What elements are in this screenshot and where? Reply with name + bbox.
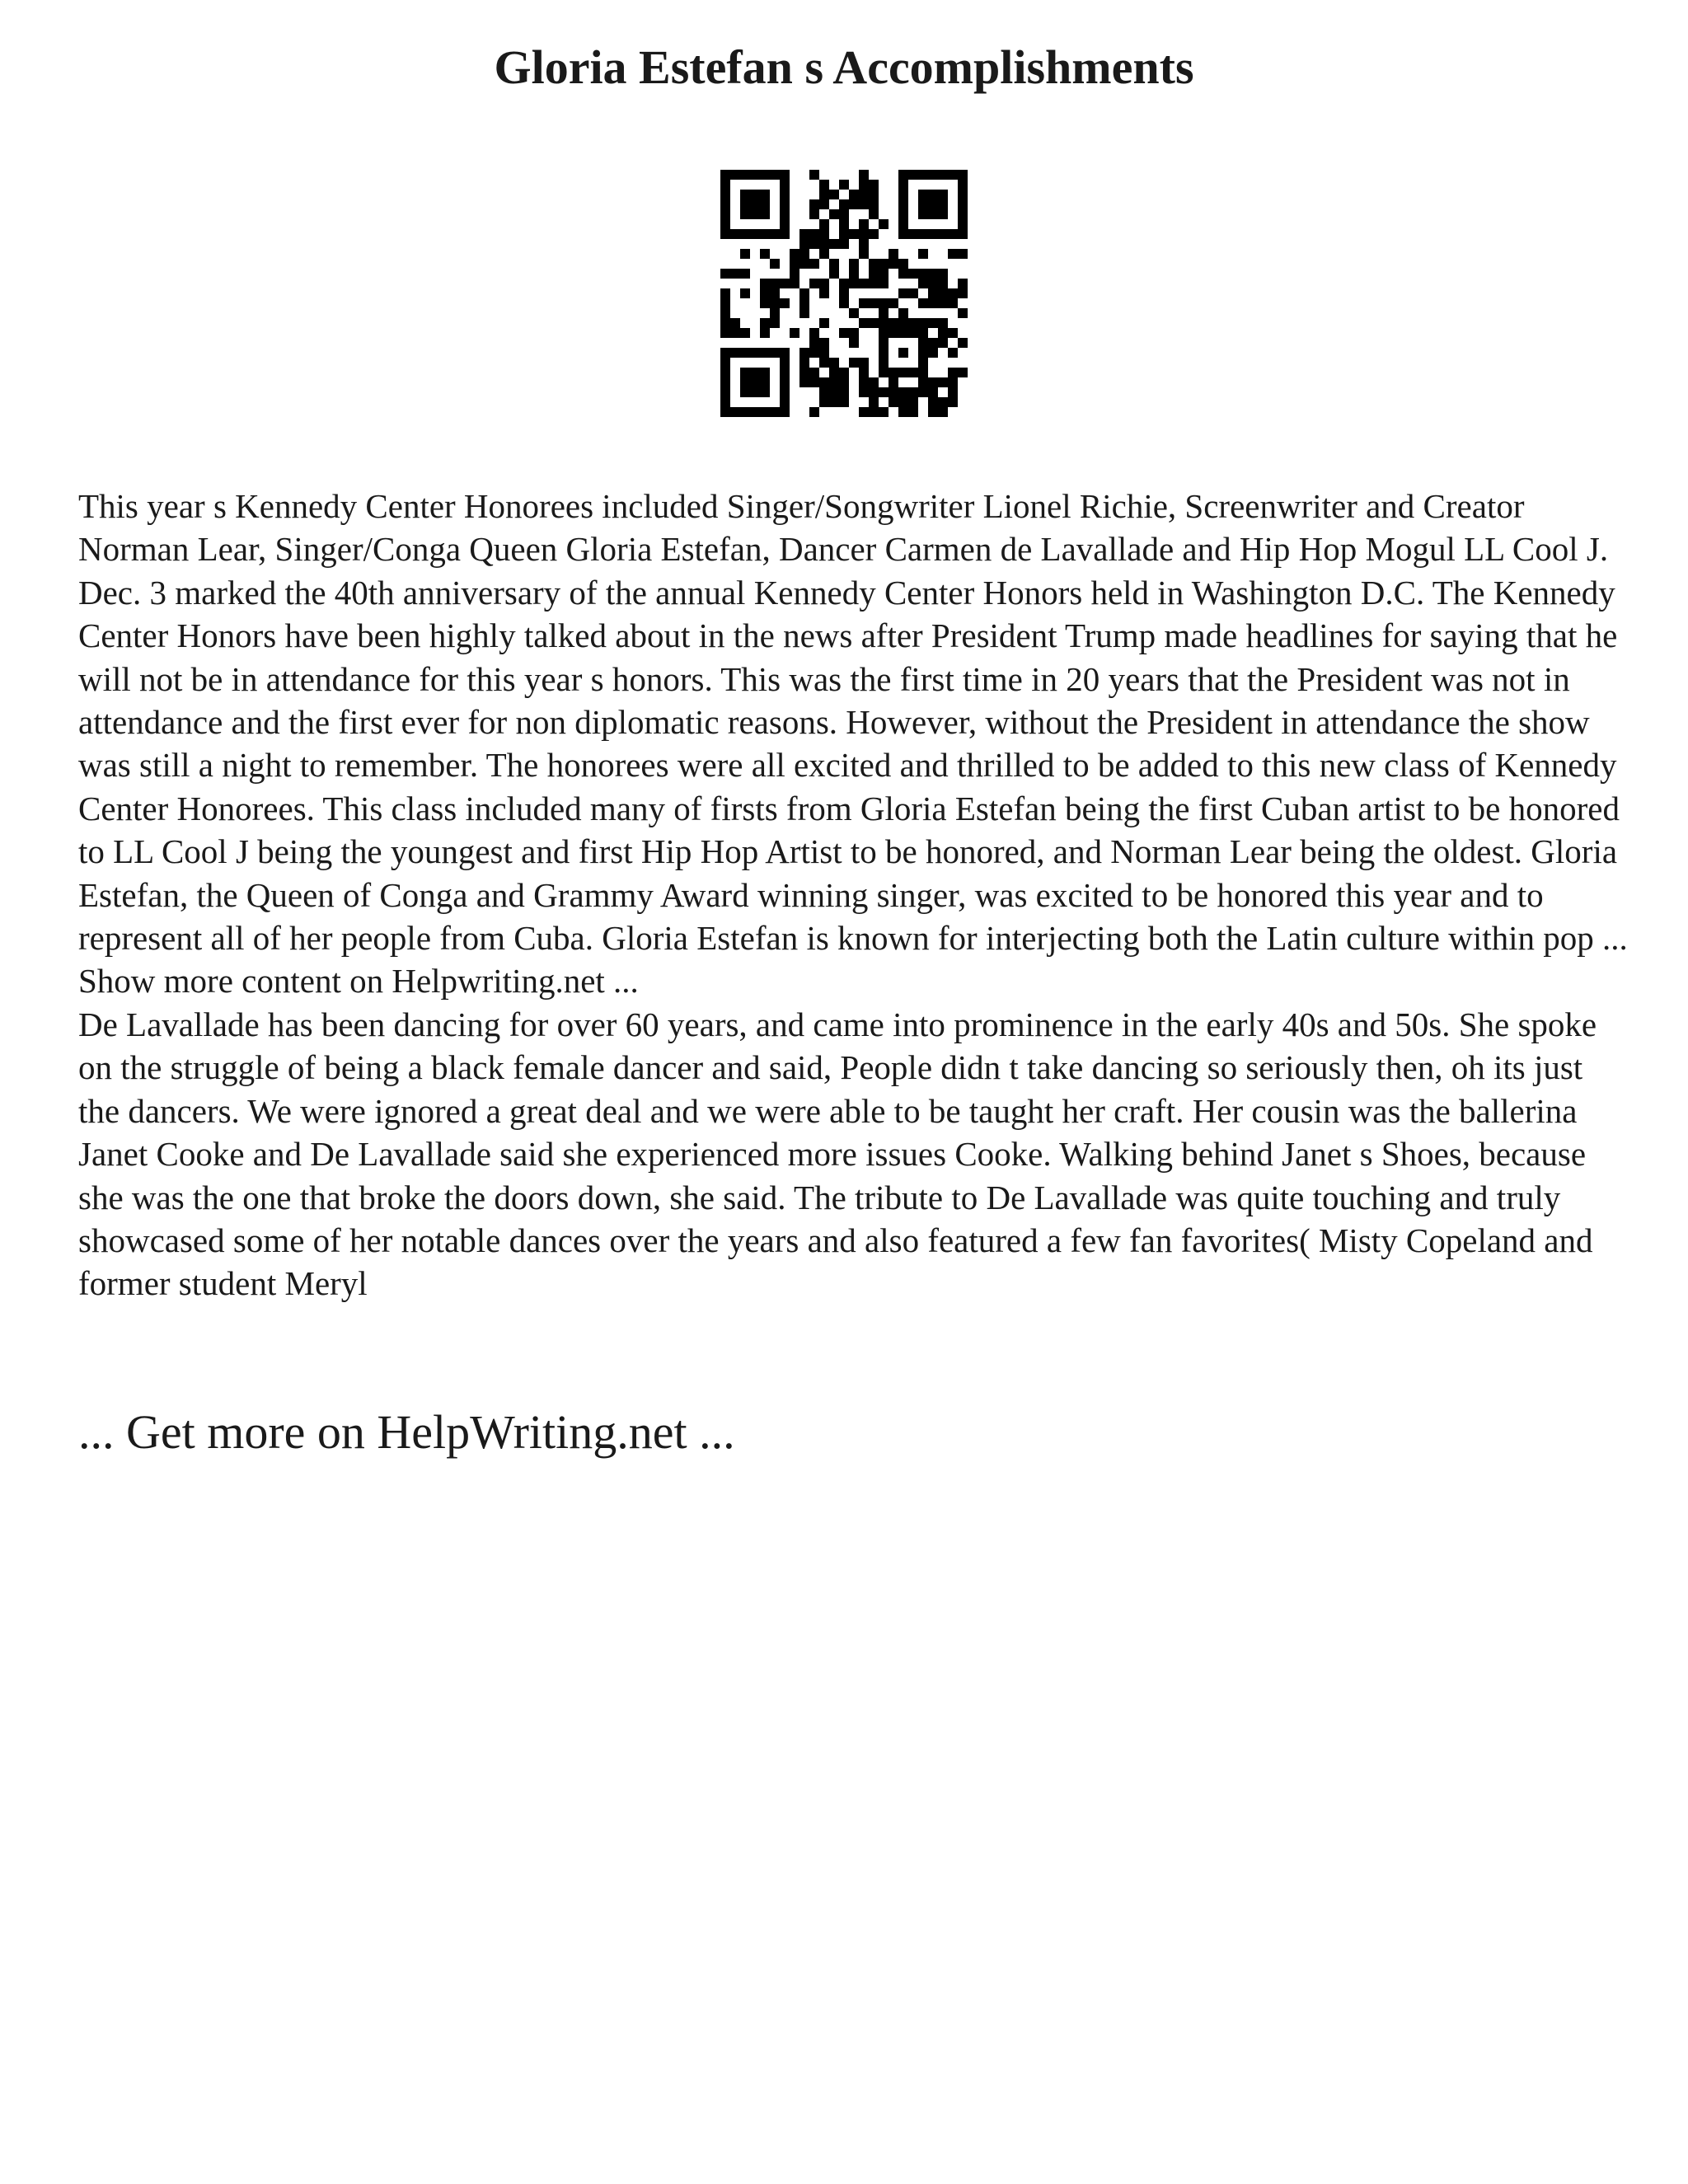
get-more-link[interactable]: ... Get more on HelpWriting.net ... [78, 1405, 735, 1459]
article-body [78, 485, 1628, 1305]
page-title: Gloria Estefan s Accomplishments [494, 40, 1194, 94]
paragraph: This year s Kennedy Center Honorees included Singer/Songwriter Lionel Richie, Screenwriter and Creator Norman Lear, Singer/Conga Queen Gloria Estefan, Dancer Carmen de Lavallade and Hip Hop Mogul LL Cool J. Dec. 3 marked the 40th anniversary of the annual Kennedy Center Honors held in Washington D.C. The Kennedy Center Honors have been highly talked about in the news after President Trump made headlines for saying that he will not be in attendance for this year s honors. This was the first time in 20 years that the President was not in attendance and the first ever for non diplomatic reasons. However, without the President in attendance the show was still a night to remember. The honorees were all excited and thrilled to be added to this new class of Kennedy Center Honorees. This class included many of firsts from Gloria Estefan being the first Cuban artist to be honored to LL Cool J being the youngest and first Hip Hop Artist to be honored, and Norman Lear being the oldest. Gloria Estefan, the Queen of Conga and Grammy Award winning singer, was excited to be honored this year and to represent all of her people from Cuba. Gloria Estefan is known for interjecting both the Latin culture within pop ... Show more content on Helpwriting.net ... [78, 487, 1628, 1001]
paragraph: De Lavallade has been dancing for over 60 years, and came into prominence in the early 40s and 50s. She spoke on the struggle of being a black female dancer and said, People didn t take dancing so seriously then, oh its just the dancers. We were ignored a great deal and we were able to be taught her craft. Her cousin was the ballerina Janet Cooke and De Lavallade said she experienced more issues Cooke. Walking behind Janet s Shoes, because she was the one that broke the doors down, she said. The tribute to De Lavallade was quite touching and truly showcased some of her notable dances over the years and also featured a few fan favorites( Misty Copeland and former student Meryl [78, 1005, 1597, 1303]
qr-code-icon [720, 170, 968, 417]
